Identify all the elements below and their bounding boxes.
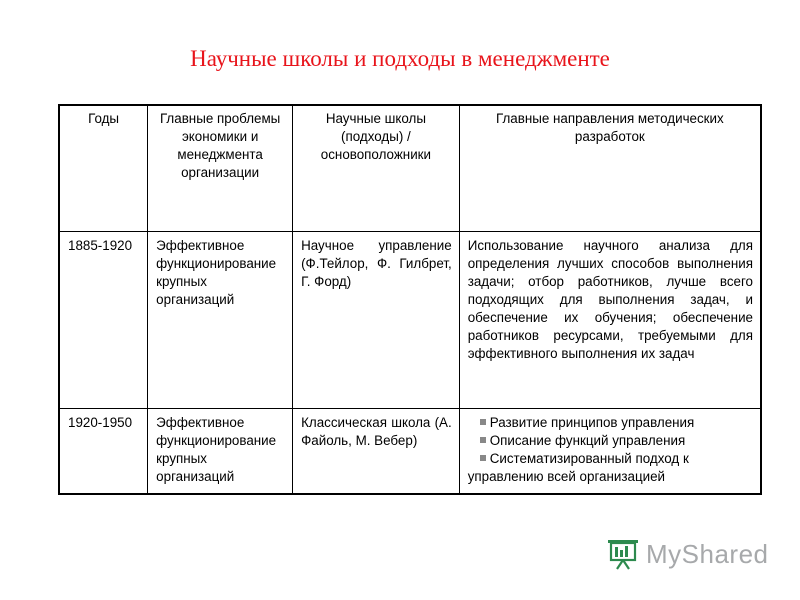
cell-years: 1920-1950: [59, 408, 148, 494]
cell-school: Классическая школа (А. Файоль, М. Вебер): [293, 408, 460, 494]
list-item-text: Развитие принципов управления: [489, 414, 695, 430]
bullet-square-icon: [480, 455, 486, 461]
cell-directions: Использование научного анализа для определения лучших способов выполнения задачи; отбор работников, лучше всего подходящих для выполнения задач, и обеспечение их обучения; обеспечение работников ресурсами, требуемыми для эффективного выполнения их задач: [459, 231, 761, 408]
cell-problems: Эффективное функционирование крупных организаций: [148, 231, 293, 408]
bullet-square-icon: [480, 437, 486, 443]
list-item-text: Описание функций управления: [489, 432, 686, 448]
cell-problems: Эффективное функционирование крупных организаций: [148, 408, 293, 494]
table-header-row: [59, 105, 761, 231]
table-row: [59, 408, 761, 494]
header-schools: Научные школы (подходы) /основоположники: [293, 105, 460, 231]
table-row: [59, 231, 761, 408]
cell-years: 1885-1920: [59, 231, 148, 408]
list-item: [468, 432, 753, 450]
logo-text: MyShared: [646, 538, 769, 569]
management-schools-table: [58, 104, 762, 495]
list-item: [468, 414, 753, 432]
header-years: Годы: [59, 105, 148, 231]
header-directions: Главные направления методических разработок: [459, 105, 761, 231]
cell-school: Научное управление (Ф.Тейлор, Ф. Гилбрет, Г. Форд): [293, 231, 460, 408]
cell-directions: [459, 408, 761, 494]
myshared-logo: [606, 536, 769, 572]
presentation-board-icon: [606, 537, 640, 571]
header-problems: Главные проблемы экономики и менеджмента организации: [148, 105, 293, 231]
directions-list: [468, 414, 753, 486]
list-item: [468, 450, 753, 486]
list-item-text: Систематизированный подход к управлению всей организацией: [467, 450, 689, 484]
bullet-square-icon: [480, 419, 486, 425]
slide-title: Научные школы и подходы в менеджменте: [190, 46, 610, 71]
